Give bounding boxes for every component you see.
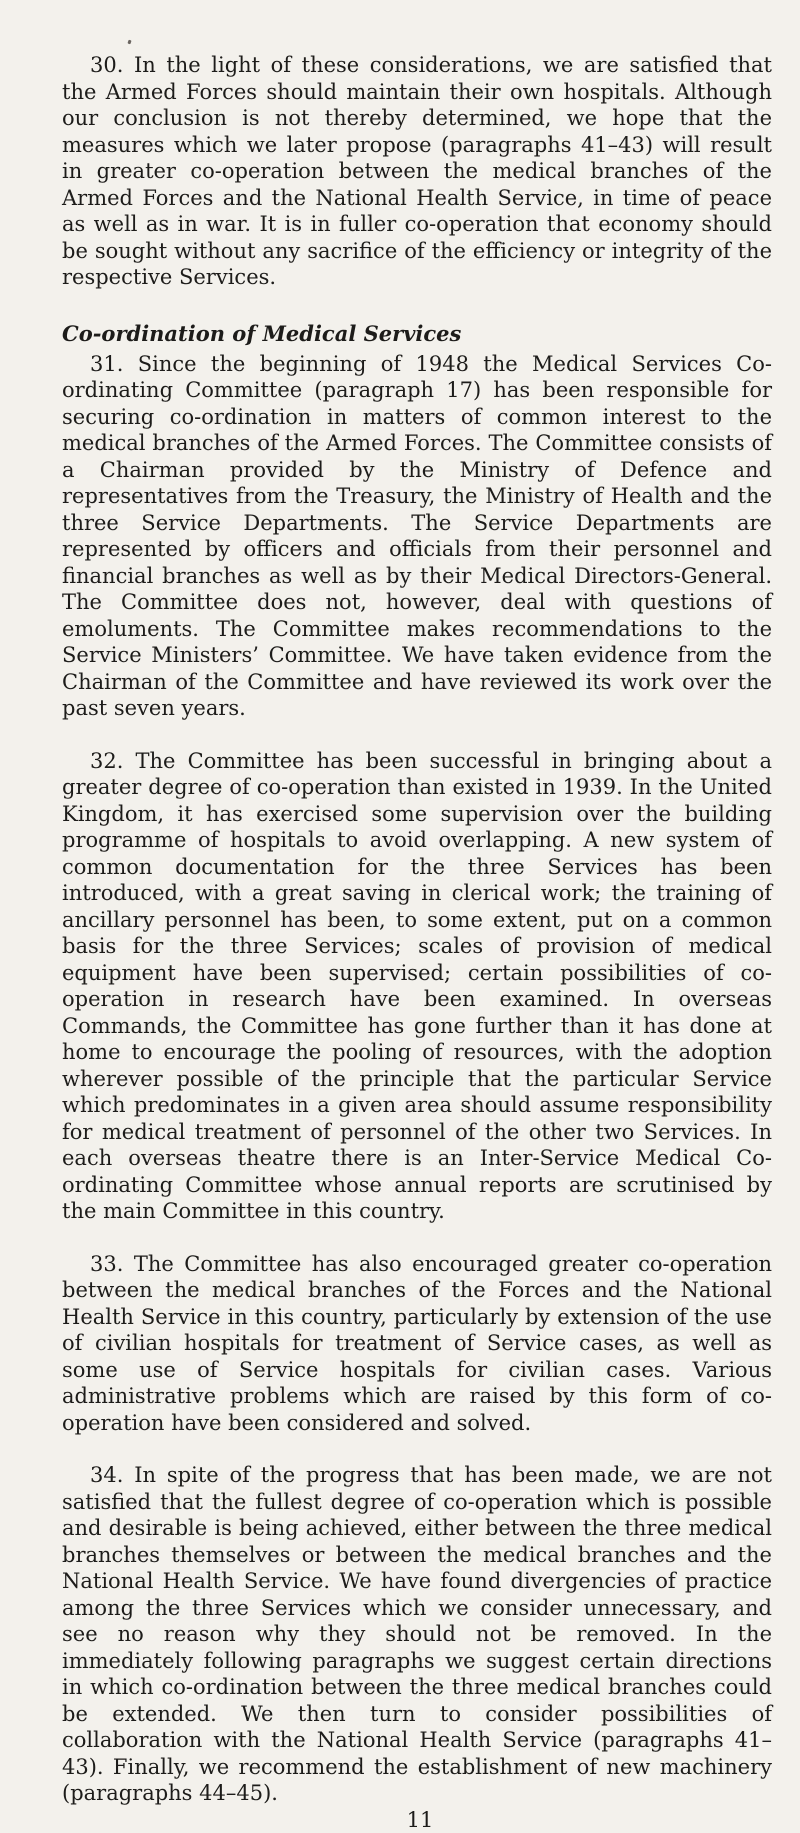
print-speck: [127, 40, 131, 45]
paragraph-30: 30. In the light of these considerations, we are satisfied that the Armed Forces should maintain their own hospitals. Although our conclusion is not thereby determined, we hope that the measures which we later propose (paragraphs 41–43) will result in greater co-operation between the medical branches of the Armed Forces and the National Health Service, in time of peace as well as in war. It is in fuller co-operation that economy should be sought without any sacrifice of the efficiency or integrity of the respective Services.: [62, 53, 772, 289]
paragraph-32: 32. The Committee has been successful in bringing about a greater degree of co-operation than existed in 1939. In the United Kingdom, it has exercised some supervision over the building programme of hospitals to avoid overlapping. A new system of common documentation for the three Services has been introduced, with a great saving in clerical work; the training of ancillary personnel has been, to some extent, put on a common basis for the three Services; scales of provision of medical equipment have been supervised; certain possibilities of co-operation in research have been examined. In overseas Commands, the Committee has gone further than it has done at home to encourage the pooling of resources, with the adoption wherever possible of the principle that the particular Service which predominates in a given area should assume responsibility for medical treatment of personnel of the other two Services. In each overseas theatre there is an Inter-Service Medical Co-ordinating Committee whose annual reports are scrutinised by the main Committee in this country.: [62, 748, 772, 1223]
paragraph-33: 33. The Committee has also encouraged greater co-operation between the medical branches of the Forces and the National Health Service in this country, particularly by extension of the use of civilian hospitals for treatment of Service cases, as well as some use of Service hospitals for civilian cases. Various administrative problems which are raised by this form of co-operation have been considered and solved.: [62, 1251, 772, 1435]
paragraph-34: 34. In spite of the progress that has been made, we are not satisfied that the fullest degree of co-operation which is possible and desirable is being achieved, either between the three medical branches themselves or between the medical branches and the National Health Service. We have found divergencies of practice among the three Services which we consider unnecessary, and see no reason why they should not be removed. In the immediately following paragraphs we suggest certain directions in which co-ordination between the three medical branches could be extended. We then turn to consider possibilities of collaboration with the National Health Service (paragraphs 41–43). Finally, we recommend the establishment of new machinery (paragraphs 44–45).: [62, 1463, 772, 1805]
section-heading: Co-ordination of Medical Services: [62, 320, 462, 346]
paragraph-31: 31. Since the beginning of 1948 the Medical Services Co-ordinating Committee (paragraph 17) has been responsible for securing co-ordination in matters of common interest to the medical branches of the Armed Forces. The Committee consists of a Chairman provided by the Ministry of Defence and representatives from the Treasury, the Ministry of Health and the three Service Departments. The Service Departments are represented by officers and officials from their personnel and financial branches as well as by their Medical Directors-General. The Committee does not, however, deal with questions of emoluments. The Committee makes recommendations to the Service Ministers’ Committee. We have taken evidence from the Chairman of the Committee and have reviewed its work over the past seven years.: [62, 351, 772, 720]
page-number: 11: [406, 1807, 434, 1832]
